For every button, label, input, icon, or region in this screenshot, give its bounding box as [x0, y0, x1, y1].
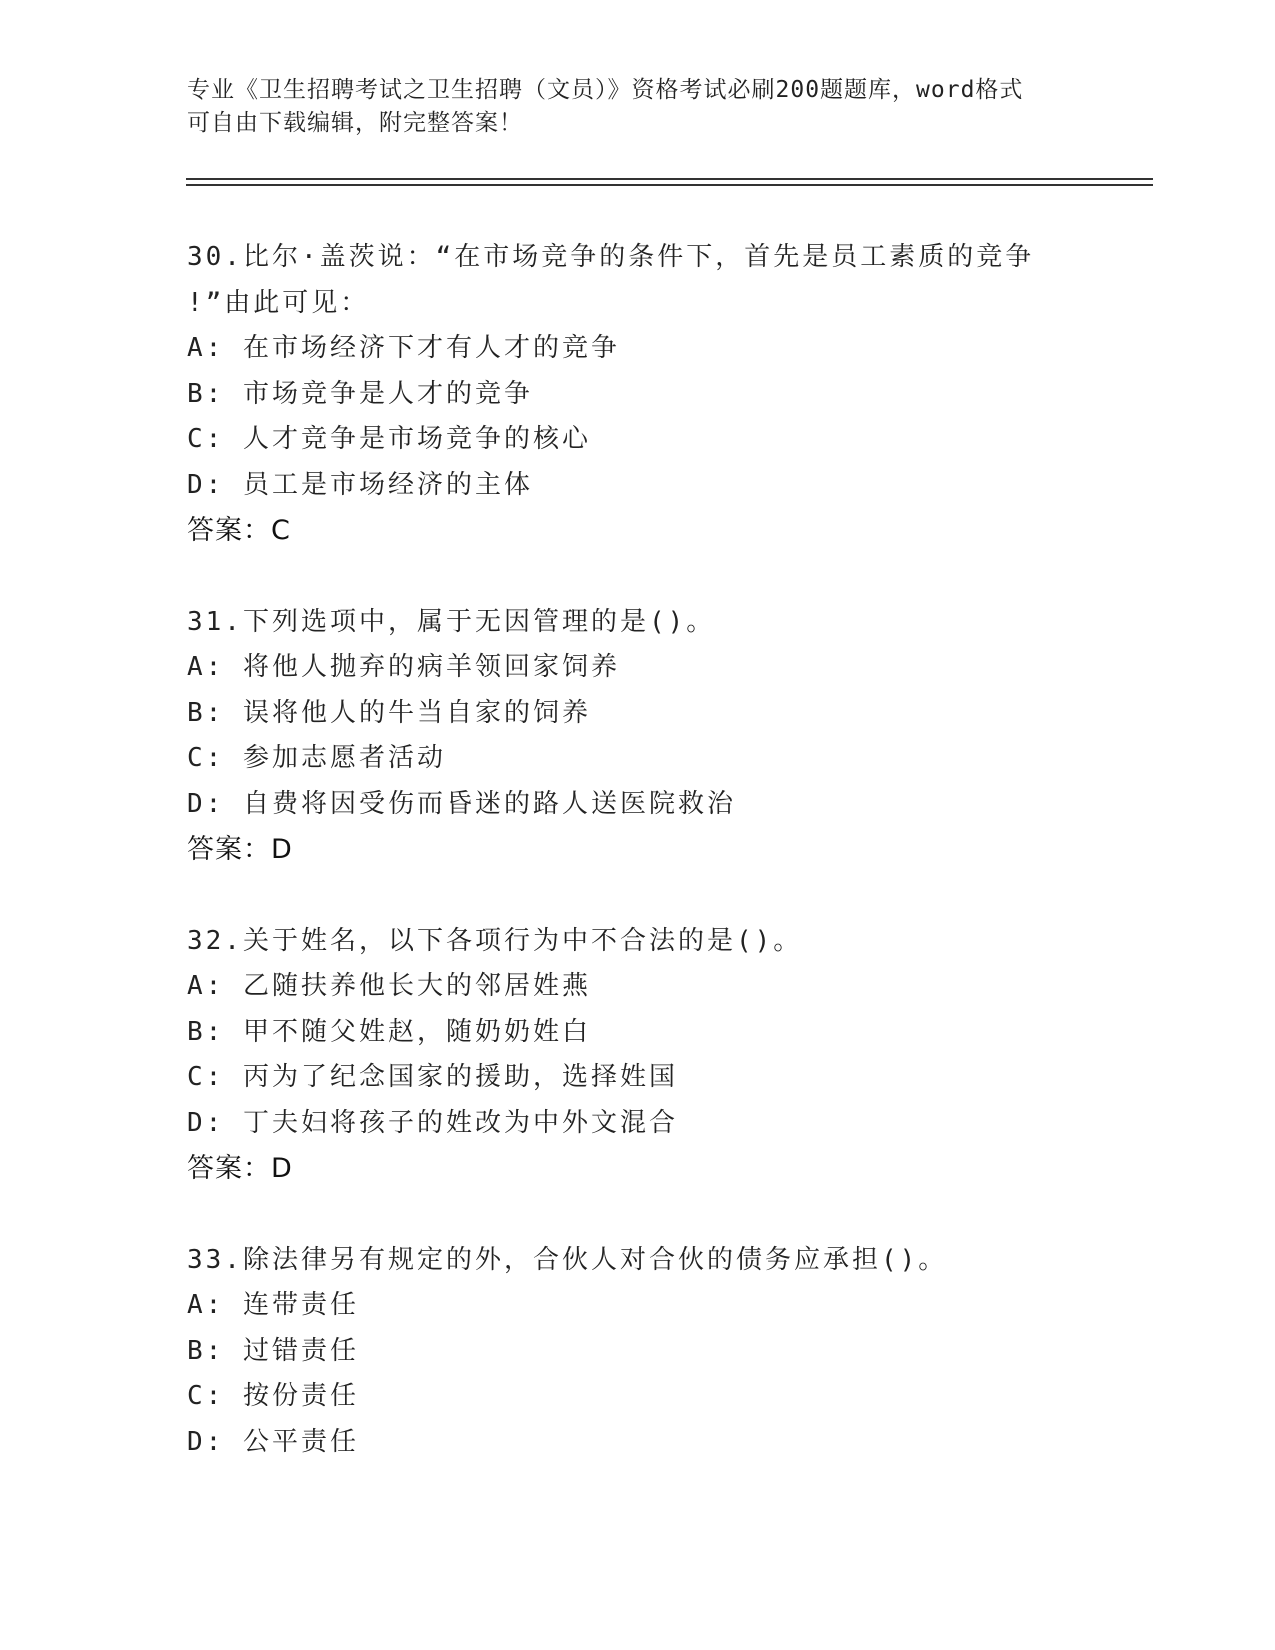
header-divider-top	[186, 178, 1153, 180]
question-stem: 31.下列选项中，属于无因管理的是()。	[187, 606, 716, 637]
option-c: C: 参加志愿者活动	[187, 743, 446, 773]
question-30	[187, 235, 1067, 554]
option-b: B: 甲不随父姓赵，随奶奶姓白	[187, 1016, 591, 1047]
option-b: B: 误将他人的牛当自家的饲养	[187, 697, 591, 728]
question-stem: 30.比尔·盖茨说：“在市场竞争的条件下，首先是员工素质的竞争	[187, 242, 1035, 272]
option-d: D: 自费将因受伤而昏迷的路人送医院救治	[187, 788, 736, 819]
question-33	[187, 1238, 1067, 1466]
option-d: D: 员工是市场经济的主体	[187, 469, 533, 500]
answer-label: 答案：D	[187, 1153, 293, 1184]
question-32	[187, 919, 1067, 1192]
option-a: A: 乙随扶养他长大的邻居姓燕	[187, 971, 591, 1001]
option-a: A: 在市场经济下才有人才的竞争	[187, 333, 620, 363]
option-c: C: 人才竞争是市场竞争的核心	[187, 424, 591, 454]
question-31	[187, 600, 1067, 873]
question-list	[187, 235, 1067, 1511]
option-b: B: 过错责任	[187, 1335, 359, 1366]
option-d: D: 公平责任	[187, 1426, 359, 1457]
answer-label: 答案：D	[187, 834, 293, 865]
header-line-2: 可自由下载编辑，附完整答案！	[187, 110, 523, 136]
option-d: D: 丁夫妇将孩子的姓改为中外文混合	[187, 1107, 678, 1138]
header-line-1: 专业《卫生招聘考试之卫生招聘（文员）》资格考试必刷200题题库，word格式	[187, 77, 1024, 103]
option-a: A: 连带责任	[187, 1290, 359, 1320]
answer-label: 答案：C	[187, 515, 291, 546]
question-stem: 33.除法律另有规定的外，合伙人对合伙的债务应承担()。	[187, 1244, 948, 1275]
option-c: C: 按份责任	[187, 1381, 359, 1411]
option-c: C: 丙为了纪念国家的援助，选择姓国	[187, 1062, 678, 1092]
option-b: B: 市场竞争是人才的竞争	[187, 378, 533, 409]
option-a: A: 将他人抛弃的病羊领回家饲养	[187, 652, 620, 682]
question-stem-continued: !”由此可见：	[187, 287, 370, 318]
question-stem: 32.关于姓名，以下各项行为中不合法的是()。	[187, 925, 803, 956]
document-header	[187, 74, 1067, 140]
header-divider-bottom	[186, 184, 1153, 186]
